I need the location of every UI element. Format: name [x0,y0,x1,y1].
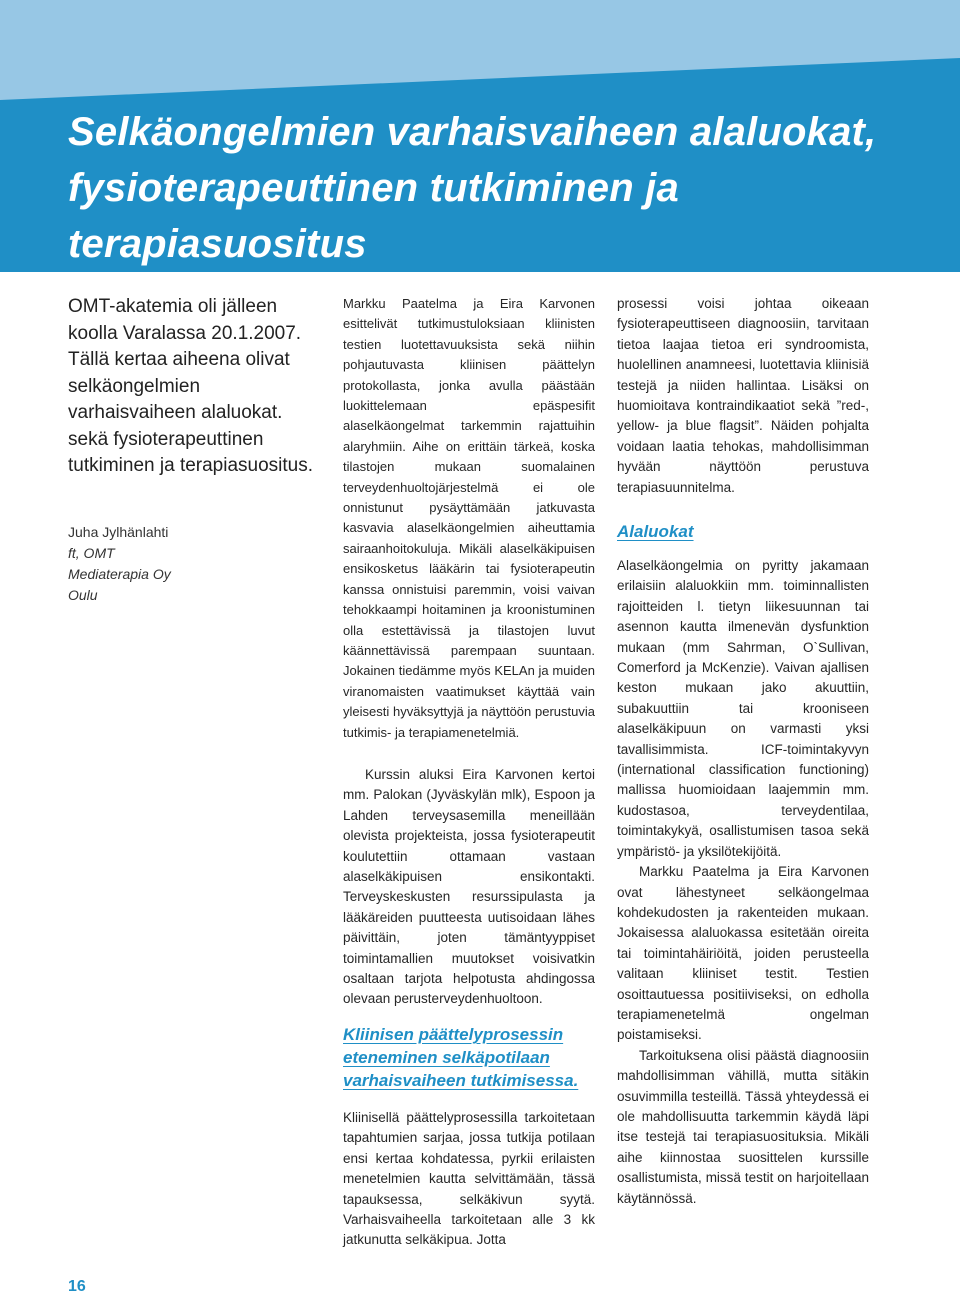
body-paragraph: Kurssin aluksi Eira Karvonen kertoi mm. Palokan (Jyväskylän mlk), Espoon ja Lahden terveysasemilla meneillään olevista projekteista, jossa fysioterapeutit koulutettiin ottamaan vastaan alaselkäkipuisen ensikontakti. Terveyskeskusten resurssipulasta ja lääkäreiden puutteesta uutisoidaan lähes päivittäin, joten tämäntyyppiset toimintamallien muutokset voisivatkin osaltaan tarjota helpotusta ahdingossa olevaan perusterveydenhuoltoon. [343,767,595,1007]
article-title: Selkäongelmien varhaisvaiheen alaluokat, fysioterapeuttinen tutkiminen ja terapiasuositus [68,110,877,266]
middle-column-top [343,294,595,743]
body-paragraph: Markku Paatelma ja Eira Karvonen esittelivät tutkimustuloksiaan kliinisten testien luotettavuuksista sekä niihin pohjautuvasta kliinisen päättelyn protokollasta, jonka avulla päästään luokittelemaan epäspesifit alaselkäongelmat tarkemmin rajattuihin alaryhmiin. Aihe on erittäin tärkeä, koska tilastojen mukaan suomalainen terveydenhuoltojärjestelmä ei ole onnistunut pysäyttämään jatkuvasta kasvavia alaselkäongelmien aiheuttamia sairaanhoitokuluja. Mikäli alaselkäkipuisen ensikosketus lääkärin tai fysioterapeutin kanssa onnistuisi paremmin, voisi vaivan tehokkaampi hoitaminen ja kroonistuminen olla estettävissä ja tilastojen luvut käännettävissä parempaan suuntaan. Jokainen tiedämme myös KELAn ja muiden viranomaisten vaatimukset käyttää vain yleisesti hyväksyttyjä ja näyttöön perustuvia tutkimis- ja terapiamenetelmiä. [343,296,595,740]
body-paragraph: Markku Paatelma ja Eira Karvonen ovat lähestyneet selkäongelmaa kohdekudosten ja rakenteiden mukaan. Jokaisessa alaluokassa esitetään oireita tai toimintahäiriöitä, joiden perusteella valitaan kliiniset testit. Testien osoittautuessa positiiviseksi, on edholla terapiamenetelmä ongelman poistamiseksi. [617,864,869,1043]
body-paragraph: Tarkoituksena olisi päästä diagnoosiin mahdollisimman vähillä, mutta sitäkin osuvimmilla testeillä. Tässä yhteydessä ei ole mahdollisuutta tarkemmin käydä läpi itse testejä tai terapiasuosituksia. Mikäli aihe kiinnostaa suosittelen kurssille osallistumista, missä testit on harjoitellaan käytännössä. [617,1047,869,1206]
body-paragraph: prosessi voisi johtaa oikeaan fysioterapeuttiseen diagnoosiin, tarvitaan tietoa laajaa tietoa eri syndroomista, huolellinen anamneesi, luotettavia kliinisiä testejä ja niiden hallintaa. Lisäksi on huomioitava kontraindikaatiot sekä ”red-, yellow- ja blue flagsit”. Näiden pohjalta voidaan laatia tehokas, mahdollisimman hyvään näyttöön perustuva terapiasuunnitelma. [617,296,869,495]
page-number: 16 [68,1278,86,1295]
body-paragraph: Alaselkäongelmia on pyritty jakamaan erilaisiin alaluokkiin mm. toiminnallisten rajoitteiden l. tietyn liikesuunnan tai asennon kautta ilmenevän dysfunktion mukaan (mm Sahrman, O`Sullivan, Comerford ja McKenzie). Vaivan ajallisen keston mukaan jako akuuttiin, subakuuttiin tai krooniseen alaselkäkipuun on varmasti yksi tavallisimmista. ICF-toimintakyvyn (international classification functioning) mallissa huomioidaan laajemmin mm. kudostasoa, terveydentilaa, toimintakykyä, osallistumisen tasoa sekä ympäristö- ja yksilötekijöitä. [617,558,869,859]
middle-column-bottom [343,1108,595,1251]
right-column-bottom [617,556,869,1209]
author-name: Juha Jylhänlahti [68,524,169,540]
author-company: Mediaterapia Oy [68,566,171,582]
right-column-top [617,294,869,498]
author-byline [68,522,318,606]
section-heading-subgroups: Alaluokat [617,522,694,541]
body-paragraph: Kliinisellä päättelyprosessilla tarkoitetaan tapahtumien sarjaa, jossa tutkija potilaan ensi kertaa kohdatessa, pyrkii erilaisten menetelmien kautta selvittämään, tässä tapauksessa, selkäkivun syytä. Varhaisvaiheella tarkoitetaan alle 3 kk jatkunutta selkäkipua. Jotta [343,1110,595,1248]
author-title: ft, OMT [68,545,115,561]
section-heading-clinical-reasoning: Kliinisen päättelyprosessin eteneminen selkäpotilaan varhaisvaiheen tutkimisessa. [343,1025,579,1090]
author-city: Oulu [68,587,98,603]
middle-column-mid [343,765,595,1010]
intro-text: OMT-akatemia oli jälleen koolla Varalassa 20.1.2007. Tällä kertaa aiheena olivat selkäongelmien varhaisvaiheen alaluokat. sekä fysioterapeuttinen tutkiminen ja terapiasuositus. [68,296,314,476]
